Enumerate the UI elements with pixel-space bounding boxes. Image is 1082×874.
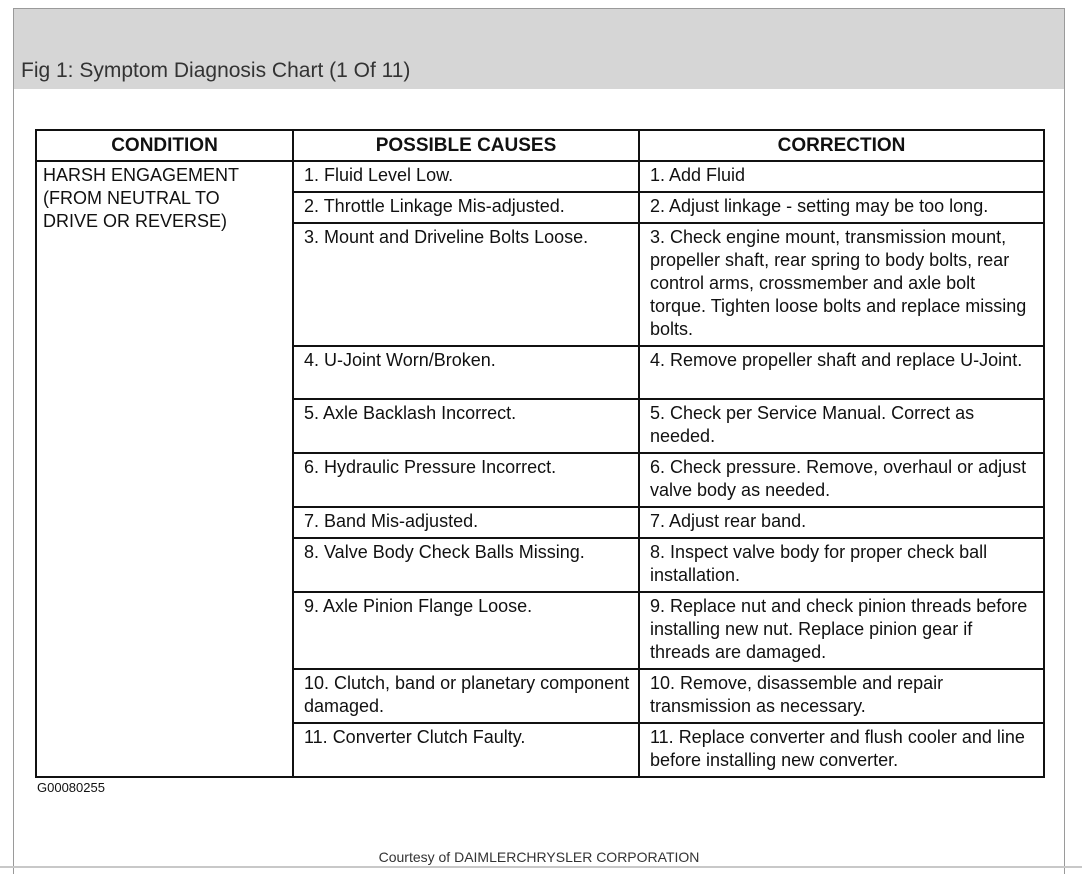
table-row: [36, 161, 1044, 192]
correction-cell: 10. Remove, disassemble and repair transmission as necessary.: [639, 669, 1044, 723]
symptom-diagnosis-table: [35, 129, 1045, 778]
cause-cell: 4. U-Joint Worn/Broken.: [293, 346, 639, 399]
correction-cell: 3. Check engine mount, transmission mount, propeller shaft, rear spring to body bolts, rear control arms, crossmember and axle bolt torque. Tighten loose bolts and replace missing bolts.: [639, 223, 1044, 346]
cause-cell: 9. Axle Pinion Flange Loose.: [293, 592, 639, 669]
cause-cell: 1. Fluid Level Low.: [293, 161, 639, 192]
correction-cell: 2. Adjust linkage - setting may be too long.: [639, 192, 1044, 223]
cause-cell: 6. Hydraulic Pressure Incorrect.: [293, 453, 639, 507]
header-correction: CORRECTION: [639, 130, 1044, 161]
condition-line: DRIVE OR REVERSE): [43, 211, 228, 231]
cause-cell: 10. Clutch, band or planetary component damaged.: [293, 669, 639, 723]
figure-code: G00080255: [37, 780, 105, 795]
header-possible-causes: POSSIBLE CAUSES: [293, 130, 639, 161]
header-condition: CONDITION: [36, 130, 293, 161]
courtesy-line: Courtesy of DAIMLERCHRYSLER CORPORATION: [378, 849, 700, 865]
correction-cell: 11. Replace converter and flush cooler and line before installing new converter.: [639, 723, 1044, 777]
cause-cell: 5. Axle Backlash Incorrect.: [293, 399, 639, 453]
condition-cell: [36, 161, 293, 777]
correction-cell: 8. Inspect valve body for proper check ball installation.: [639, 538, 1044, 592]
cause-cell: 11. Converter Clutch Faulty.: [293, 723, 639, 777]
correction-cell: 5. Check per Service Manual. Correct as needed.: [639, 399, 1044, 453]
correction-cell: 9. Replace nut and check pinion threads before installing new nut. Replace pinion gear if threads are damaged.: [639, 592, 1044, 669]
cause-cell: 8. Valve Body Check Balls Missing.: [293, 538, 639, 592]
figure-title: Fig 1: Symptom Diagnosis Chart (1 Of 11): [21, 59, 411, 82]
condition-line: (FROM NEUTRAL TO: [43, 188, 220, 208]
table-header-row: [36, 130, 1044, 161]
correction-cell: 6. Check pressure. Remove, overhaul or adjust valve body as needed.: [639, 453, 1044, 507]
cause-cell: 2. Throttle Linkage Mis-adjusted.: [293, 192, 639, 223]
correction-cell: 4. Remove propeller shaft and replace U-Joint.: [639, 346, 1044, 399]
cause-cell: 3. Mount and Driveline Bolts Loose.: [293, 223, 639, 346]
correction-cell: 7. Adjust rear band.: [639, 507, 1044, 538]
condition-line: HARSH ENGAGEMENT: [43, 165, 240, 185]
correction-cell: 1. Add Fluid: [639, 161, 1044, 192]
cause-cell: 7. Band Mis-adjusted.: [293, 507, 639, 538]
